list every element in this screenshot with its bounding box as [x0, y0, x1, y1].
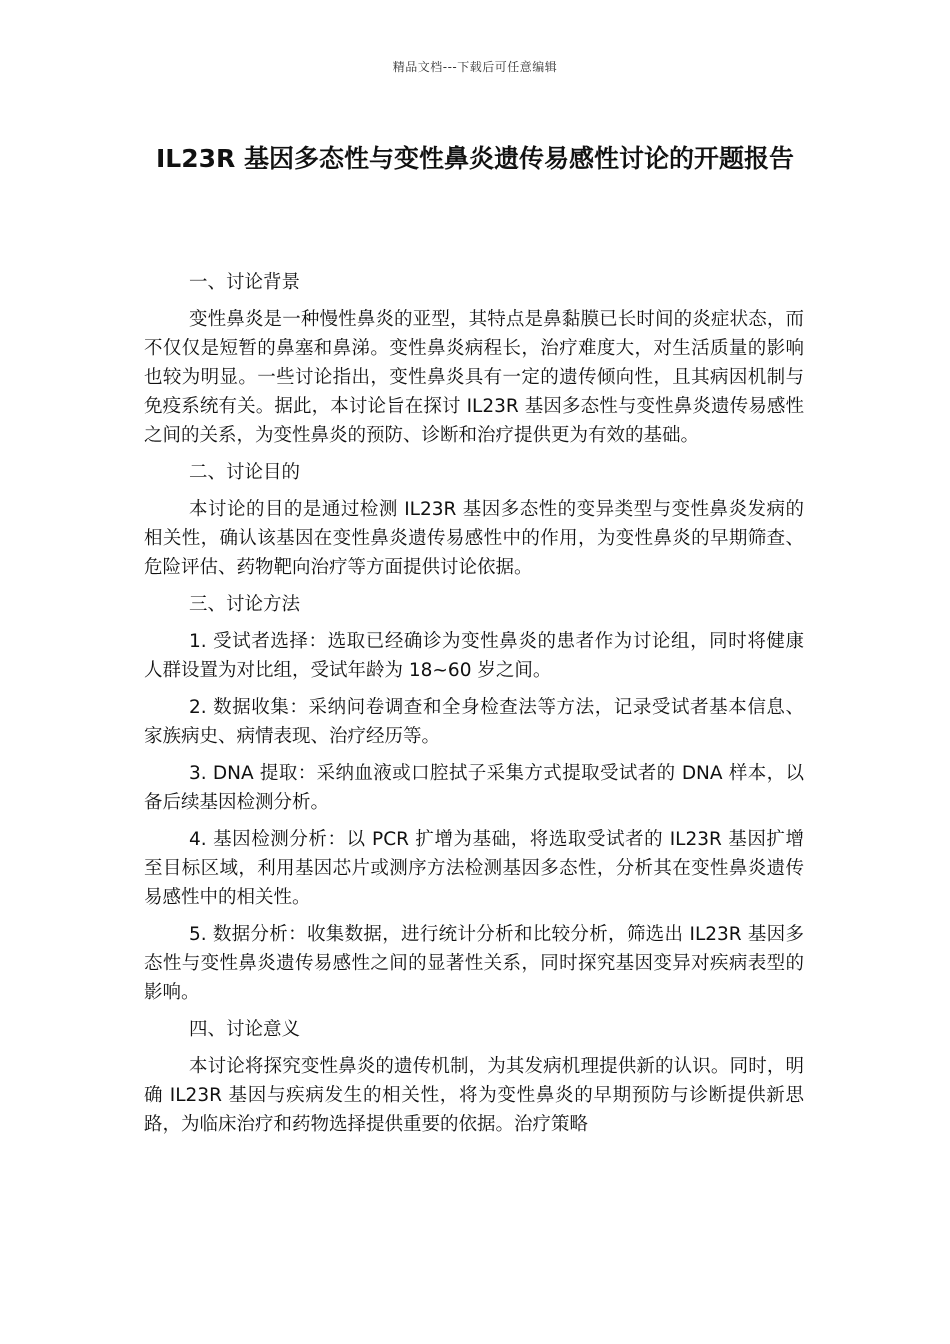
document-body: [144, 268, 804, 1147]
section-heading-purpose: 二、讨论目的: [189, 462, 301, 483]
section-heading-background: 一、讨论背景: [189, 272, 301, 293]
paragraph-significance: 本讨论将探究变性鼻炎的遗传机制，为其发病机理提供新的认识。同时，明确 IL23R 基因与疾病发生的相关性，将为变性鼻炎的早期预防与诊断提供新思路，为临床治疗和药物选择提供重要的依据。治疗策略: [144, 1056, 804, 1135]
method-item-subjects: 1. 受试者选择：选取已经确诊为变性鼻炎的患者作为讨论组，同时将健康人群设置为对比组，受试年龄为 18~60 岁之间。: [144, 631, 804, 681]
method-item-dna-extraction: 3. DNA 提取：采纳血液或口腔拭子采集方式提取受试者的 DNA 样本，以备后续基因检测分析。: [144, 763, 804, 813]
page-header-note: 精品文档---下载后可任意编辑: [392, 60, 558, 74]
paragraph-background: 变性鼻炎是一种慢性鼻炎的亚型，其特点是鼻黏膜已长时间的炎症状态，而不仅仅是短暂的鼻塞和鼻涕。变性鼻炎病程长，治疗难度大，对生活质量的影响也较为明显。一些讨论指出，变性鼻炎具有一定的遗传倾向性，且其病因机制与免疫系统有关。据此，本讨论旨在探讨 IL23R 基因多态性与变性鼻炎遗传易感性之间的关系，为变性鼻炎的预防、诊断和治疗提供更为有效的基础。: [144, 309, 804, 446]
section-heading-methods: 三、讨论方法: [189, 594, 301, 615]
method-item-data-collection: 2. 数据收集：采纳问卷调查和全身检查法等方法，记录受试者基本信息、家族病史、病情表现、治疗经历等。: [144, 697, 804, 747]
paragraph-purpose: 本讨论的目的是通过检测 IL23R 基因多态性的变异类型与变性鼻炎发病的相关性，确认该基因在变性鼻炎遗传易感性中的作用，为变性鼻炎的早期筛查、危险评估、药物靶向治疗等方面提供讨论依据。: [144, 499, 804, 578]
section-heading-significance: 四、讨论意义: [189, 1019, 301, 1040]
method-item-data-analysis: 5. 数据分析：收集数据，进行统计分析和比较分析，筛选出 IL23R 基因多态性与变性鼻炎遗传易感性之间的显著性关系，同时探究基因变异对疾病表型的影响。: [144, 924, 804, 1003]
document-title: IL23R 基因多态性与变性鼻炎遗传易感性讨论的开题报告: [156, 144, 794, 173]
method-item-gene-analysis: 4. 基因检测分析：以 PCR 扩增为基础，将选取受试者的 IL23R 基因扩增至目标区域，利用基因芯片或测序方法检测基因多态性，分析其在变性鼻炎遗传易感性中的相关性。: [144, 829, 804, 908]
